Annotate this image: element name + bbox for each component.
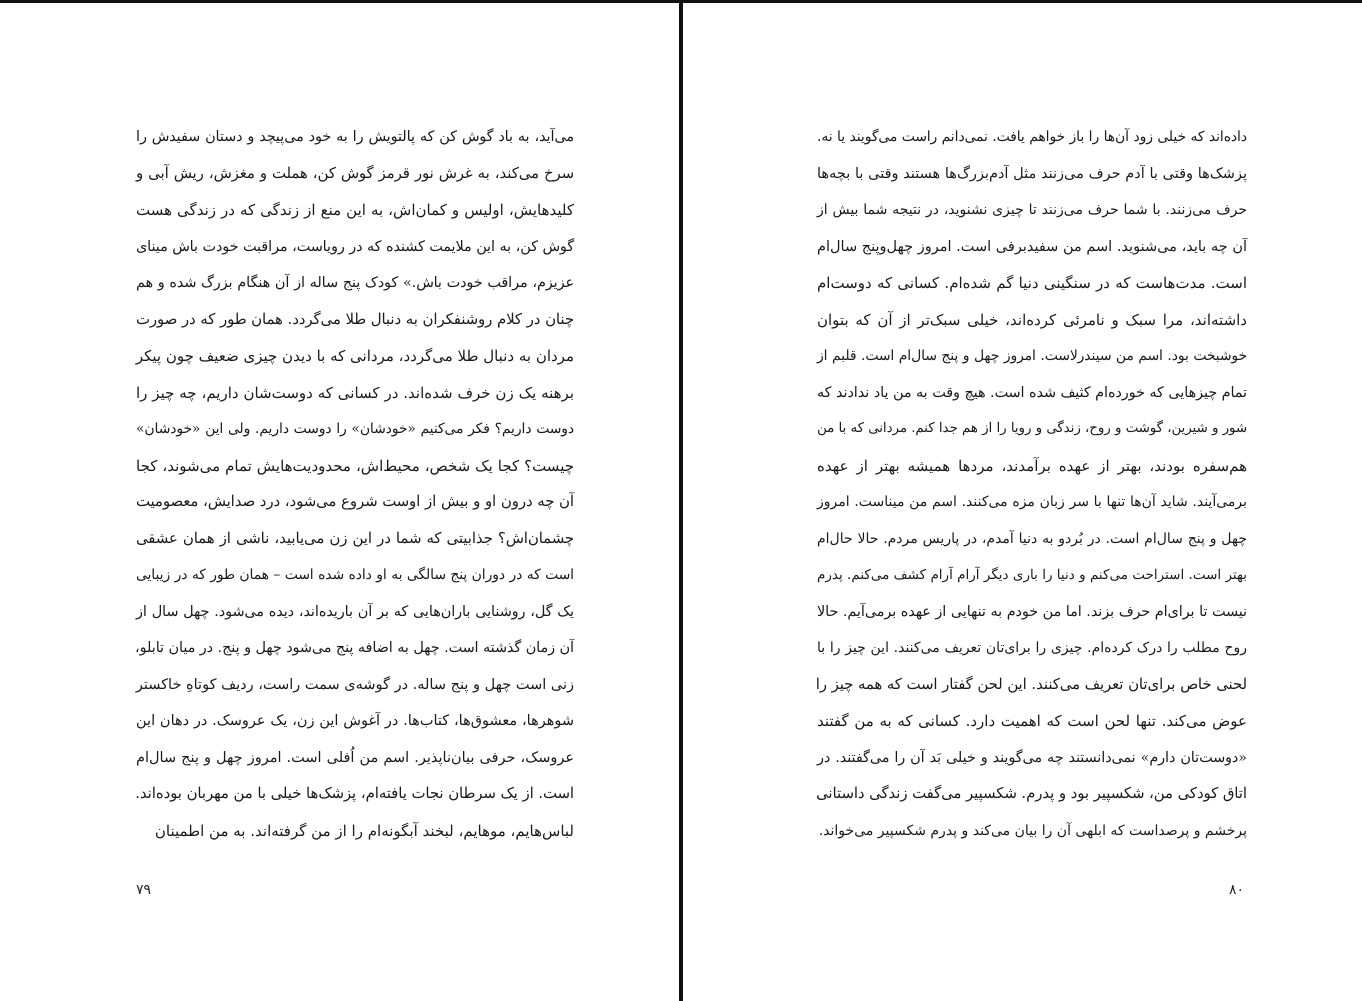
text-line: شوهرها، معشوق‌ها، کتاب‌ها. در آغوش این زن، یک عروسک. در دهان این xyxy=(136,713,574,729)
right-page xyxy=(683,0,1362,1001)
text-line: «دوست‌تان دارم» نمی‌دانستند چه می‌گویند و خیلی بَد آن را می‌گفتند. در xyxy=(817,749,1247,766)
text-line: است که در دوران پنج سالگی به او داده شده است – همان طور که در زیبایی xyxy=(136,567,574,583)
right-page-number: ۸۰ xyxy=(1229,882,1245,898)
text-line: کلیدهایش، اولیس و کمان‌اش، به این منع از زندگی که در زندگی هست xyxy=(136,201,574,219)
text-line: هم‌سفره بودند، بهتر از عهده برآمدند، مردها همیشه بهتر از عهده xyxy=(817,456,1247,475)
text-line: عوض می‌کند. تنها لحن است که اهمیت دارد. کسانی که به من گفتند xyxy=(817,712,1247,730)
text-line: آن چه درون او و بیش از اوست شروع می‌شود، درد صدایش، معصومیت xyxy=(136,493,574,510)
text-line: بهتر است. استراحت می‌کنم و دنیا را باری دیگر آرام آرام کشف می‌کنم. پدرم xyxy=(817,567,1247,583)
text-line: نیست تا برای‌ام حرف بزند. اما من خودم به تنهایی از عهده برمی‌آیم. حالا xyxy=(817,603,1247,620)
text-line: روح مطلب را درک کرده‌ام. چیزی را برای‌تان تعریف می‌کنند. این چیز را با xyxy=(817,640,1247,656)
text-line: زنی است چهل و پنج ساله. در گوشه‌ی سمت راست، ردیف کوتاهِ خاکستر xyxy=(135,676,574,693)
text-line: آن زمان گذشته است. چهل به اضافه پنج می‌شود چهل و پنج. در میان تابلو، xyxy=(135,640,574,656)
text-line: لباس‌هایم، موهایم، لبخند آبگونه‌ام را از من گرفته‌اند. به من اطمینان xyxy=(154,821,574,840)
text-line: برمی‌آیند. شاید آن‌ها تنها با سر زبان مزه می‌کنند. اسم من میناست. امروز xyxy=(817,494,1247,510)
text-line: است. مدت‌هاست که در سنگینی دنیا گم شده‌ام. کسانی که دوست‌ام xyxy=(817,274,1247,292)
text-line: چهل و پنج سال‌ام است. در بُردو به دنیا آمدم، در پاریس مردم. حالا حال‌ام xyxy=(817,530,1247,547)
text-line: اتاق کودکی من، شکسپیر بود و پدرم. شکسپیر می‌گفت زندگی داستانی xyxy=(816,785,1247,802)
text-line: آن چه باید، می‌شنوید. اسم من سفیدبرفی است. امروز چهل‌وپنج سال‌ام xyxy=(817,238,1247,255)
text-line: چیست؟ کجا یک شخص، محیط‌اش، محدودیت‌هایش تمام می‌شوند، کجا xyxy=(136,456,574,475)
left-page-number: ۷۹ xyxy=(136,882,152,898)
text-line: عروسک، حرفی بیان‌ناپذیر. اسم من اُفلی است. امروز چهل و پنج سال‌ام xyxy=(136,749,574,766)
text-line: شور و شیرین، گوشت و روح، زندگی و رویا را از هم جدا کنم. مردانی که با من xyxy=(817,421,1247,436)
left-page xyxy=(0,0,679,1001)
text-line: پزشک‌ها وقتی با آدم حرف می‌زنند مثل آدم‌بزرگ‌ها هستند وقتی با بچه‌ها xyxy=(817,165,1247,182)
text-line: چنان در کلام روشنفکران به دنبال طلا می‌گردد. همان طور که در صورت xyxy=(136,310,574,328)
right-page-text xyxy=(817,119,1247,849)
left-page-text xyxy=(136,119,574,849)
text-line: داده‌اند که خیلی زود آن‌ها را باز خواهم یافت. نمی‌دانم راست می‌گویند یا نه. xyxy=(817,129,1247,145)
text-line: پرخشم و پرصداست که ابلهی آن را بیان می‌کند و پدرم شکسپیر می‌خواند. xyxy=(818,822,1247,839)
text-line: برهنه یک زن خرف شده‌اند. در کسانی که دوست‌شان داریم، چه چیز را xyxy=(136,383,574,402)
text-line: حرف می‌زنند. با شما حرف می‌زنند تا چیزی نشنوید، در نتیجه شما بیش از xyxy=(817,202,1247,218)
text-line: است. از یک سرطان نجات یافته‌ام، پزشک‌ها خیلی با من مهربان بوده‌اند. xyxy=(135,785,574,802)
text-line: گوش کن، به این ملایمت کشنده که در رویاست، مراقبت خودت باش مینای xyxy=(136,238,574,255)
text-line: دوست داریم؟ فکر می‌کنیم «خودشان» را دوست داریم. ولی این «خودشان» xyxy=(136,421,574,437)
text-line: تمام چیزهایی که خورده‌ام کثیف شده است. هیچ وقت به من یاد ندادند که xyxy=(817,384,1247,401)
text-line: عزیزم، مراقب خودت باش.» کودک پنج ساله از آن هنگام بزرگ شده و هم xyxy=(136,275,574,291)
text-line: خوشبخت بود. اسم من سیندرلاست. امروز چهل و پنج سال‌ام است. قلبم از xyxy=(817,348,1247,364)
text-line: داشته‌اند، مرا سبک و نامرئی کرده‌اند، خیلی سبک‌تر از آن که بتوان xyxy=(817,310,1247,329)
text-line: سرخ می‌کند، به غرش نور قرمز گوش کن، هملت و مغزش، ریش آبی و xyxy=(136,164,574,182)
text-line: لحنی خاص برای‌تان تعریف می‌کنند. این لحن گفتار است که همه چیز را xyxy=(815,675,1247,693)
text-line: چشمان‌اش؟ جذابیتی که شما در این زن می‌یابید، ناشی از همان عشقی xyxy=(136,529,574,547)
text-line: مردان به دنبال طلا می‌گردد، مردانی که با دیدن چیزی ضعیف چون پیکر xyxy=(135,347,574,365)
text-line: یک گل، روشنایی باران‌هایی که بر آن باریده‌اند، دیده می‌شود. چهل سال از xyxy=(136,603,574,620)
text-line: می‌آید، به باد گوش کن که پالتویش را به خود می‌پیچد و دستان سفیدش را xyxy=(136,129,574,145)
